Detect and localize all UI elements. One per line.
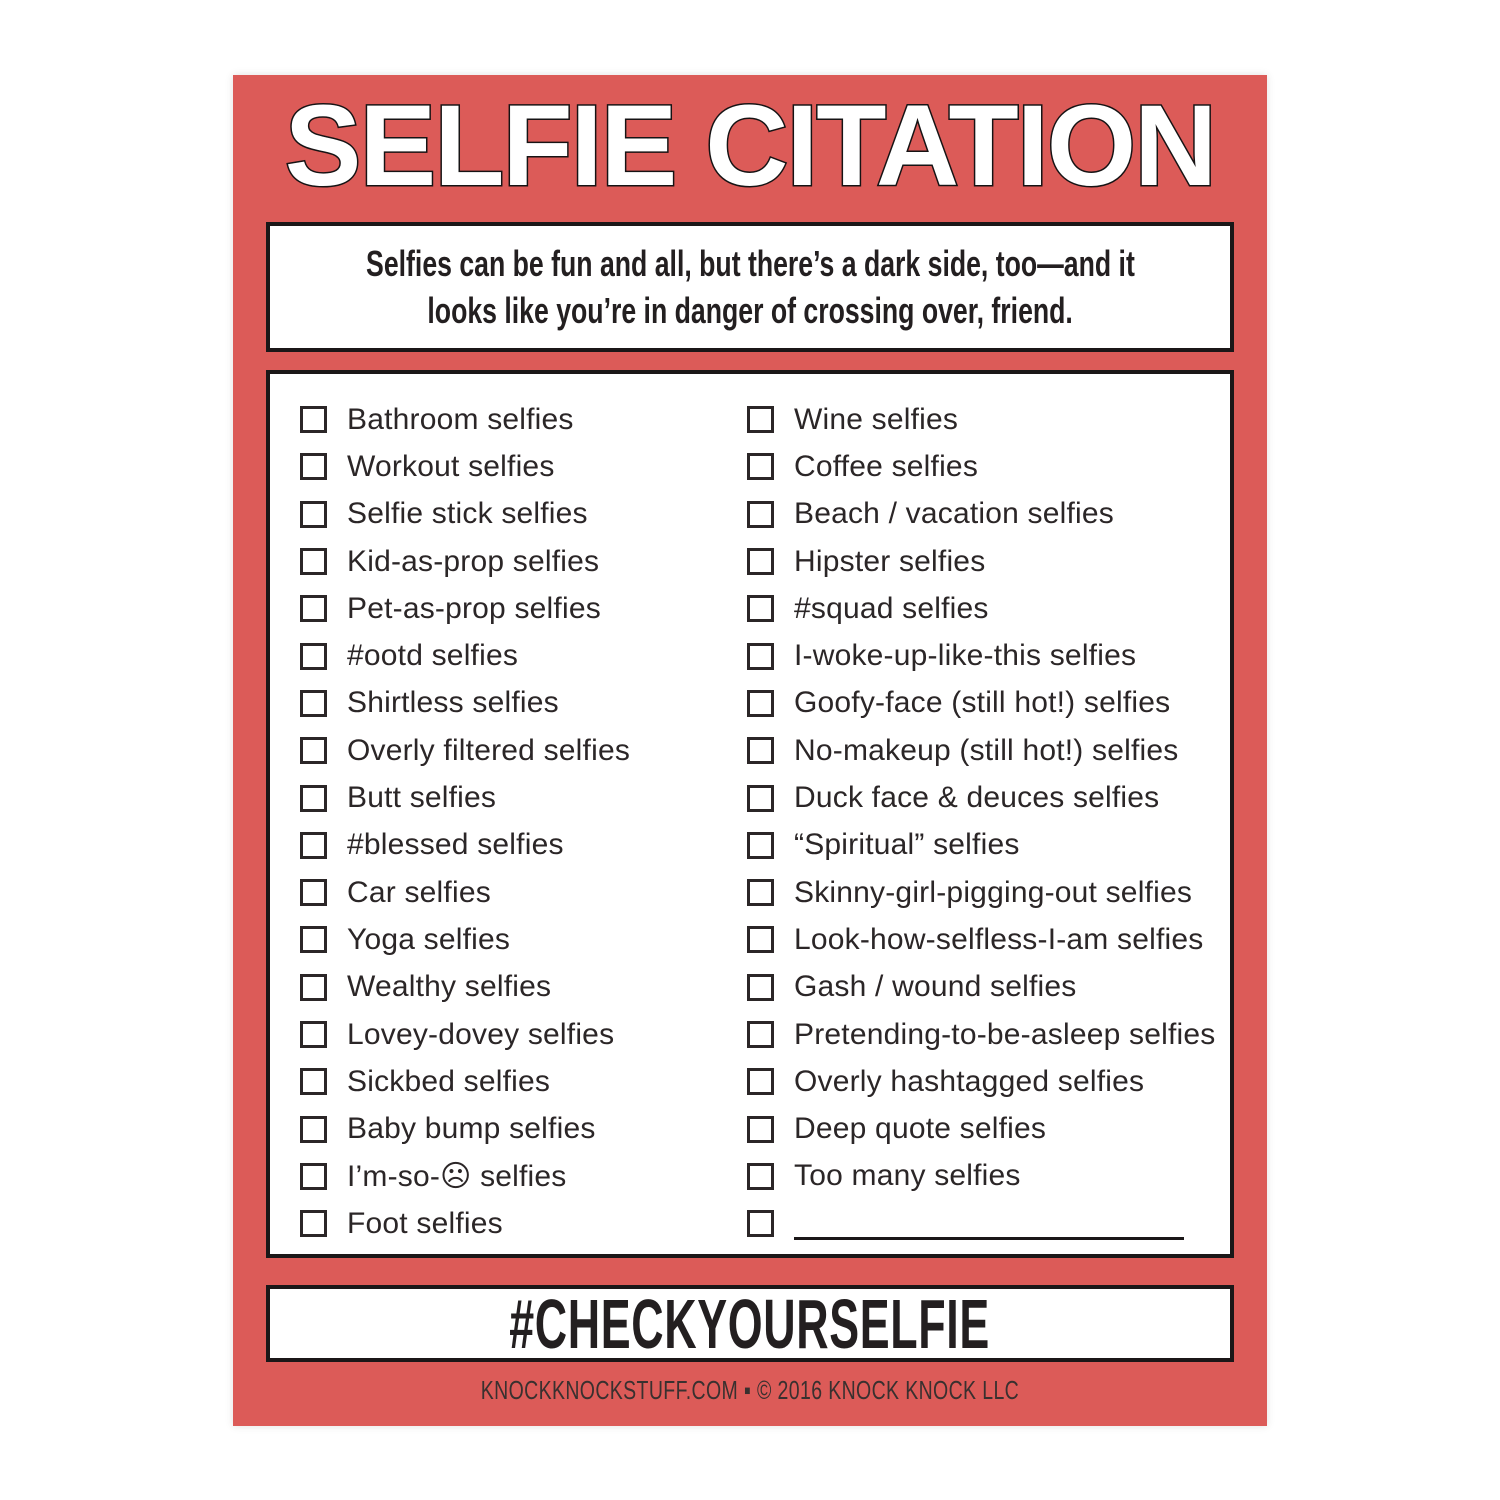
checklist-item	[300, 396, 747, 443]
checkbox[interactable]	[747, 1163, 774, 1190]
checklist-item-write-in	[747, 1200, 1230, 1247]
checkbox[interactable]	[747, 879, 774, 906]
checklist-item-label: Gash / wound selfies	[794, 970, 1077, 1004]
checklist-item-label: Sickbed selfies	[347, 1064, 551, 1098]
checklist-item-label: Deep quote selfies	[794, 1112, 1047, 1146]
checklist-item-label: #ootd selfies	[347, 639, 519, 673]
checklist-column-left	[300, 396, 747, 1247]
checkbox[interactable]	[300, 595, 327, 622]
checklist-item-label: Foot selfies	[347, 1206, 503, 1240]
hashtag-banner	[266, 1285, 1234, 1362]
checklist-item	[300, 964, 747, 1011]
checklist-item	[300, 1011, 747, 1058]
checkbox[interactable]	[300, 737, 327, 764]
checkbox[interactable]	[300, 1210, 327, 1237]
checklist-item-label: I’m-so-☹ selfies	[347, 1159, 567, 1193]
checklist-item	[747, 680, 1230, 727]
checkbox[interactable]	[747, 926, 774, 953]
checklist-item	[300, 1105, 747, 1152]
checklist-item	[300, 632, 747, 679]
checklist-item	[747, 1058, 1230, 1105]
checkbox[interactable]	[747, 595, 774, 622]
checklist-item-label: Baby bump selfies	[347, 1112, 596, 1146]
checkbox[interactable]	[747, 785, 774, 812]
intro-box	[266, 222, 1234, 352]
checklist-item	[747, 1105, 1230, 1152]
checkbox[interactable]	[300, 1116, 327, 1143]
checklist-item	[300, 443, 747, 490]
checklist-item-label: Beach / vacation selfies	[794, 497, 1114, 531]
checklist-item-label: Too many selfies	[794, 1159, 1021, 1193]
page-title: SELFIE CITATION	[284, 82, 1216, 210]
checkbox[interactable]	[300, 548, 327, 575]
checkbox[interactable]	[747, 690, 774, 717]
checklist-item-label: No-makeup (still hot!) selfies	[794, 733, 1179, 767]
checklist-columns	[270, 374, 1230, 1247]
intro-text-line-2: looks like you’re in danger of crossing over, friend.	[427, 290, 1073, 331]
checklist-item-label: Wealthy selfies	[347, 970, 552, 1004]
checkbox[interactable]	[747, 1068, 774, 1095]
checklist-item	[747, 538, 1230, 585]
write-in-line[interactable]	[794, 1208, 1184, 1240]
checklist-item	[747, 491, 1230, 538]
checklist-item-label: Shirtless selfies	[347, 686, 559, 720]
checkbox[interactable]	[747, 1210, 774, 1237]
checklist-item	[300, 727, 747, 774]
checklist-item	[300, 1058, 747, 1105]
checklist-item	[300, 774, 747, 821]
checklist-item-label: Hipster selfies	[794, 544, 986, 578]
hashtag-text: #CHECKYOURSELFIE	[509, 1284, 991, 1363]
checklist-item	[747, 822, 1230, 869]
checklist-item	[747, 774, 1230, 821]
checkbox[interactable]	[300, 1163, 327, 1190]
checklist-item-label: Goofy-face (still hot!) selfies	[794, 686, 1171, 720]
checkbox[interactable]	[747, 1116, 774, 1143]
checklist-item	[747, 964, 1230, 1011]
checkbox[interactable]	[300, 406, 327, 433]
checklist-item	[300, 822, 747, 869]
checklist-item-label: “Spiritual” selfies	[794, 828, 1020, 862]
checklist-item-label: Coffee selfies	[794, 449, 979, 483]
checkbox[interactable]	[300, 1068, 327, 1095]
checklist-item-label: Pet-as-prop selfies	[347, 591, 601, 625]
checklist-item	[747, 1153, 1230, 1200]
checklist-item	[300, 869, 747, 916]
checkbox[interactable]	[300, 453, 327, 480]
checkbox[interactable]	[300, 501, 327, 528]
checklist-item-label: I-woke-up-like-this selfies	[794, 639, 1137, 673]
checklist-item-label: Selfie stick selfies	[347, 497, 588, 531]
checklist-item-label: Overly hashtagged selfies	[794, 1064, 1145, 1098]
checkbox[interactable]	[300, 926, 327, 953]
checklist-item-label: Workout selfies	[347, 449, 555, 483]
checkbox[interactable]	[747, 643, 774, 670]
checklist-item	[300, 1200, 747, 1247]
checklist-item-label: Pretending-to-be-asleep selfies	[794, 1017, 1216, 1051]
checkbox[interactable]	[747, 501, 774, 528]
checklist-item	[747, 1011, 1230, 1058]
checklist-item-label: Butt selfies	[347, 781, 497, 815]
checklist-item-label: Duck face & deuces selfies	[794, 781, 1160, 815]
checkbox[interactable]	[747, 548, 774, 575]
checklist-item-label: Yoga selfies	[347, 922, 511, 956]
checklist-item	[747, 585, 1230, 632]
checklist-item-label: Wine selfies	[794, 402, 959, 436]
checklist-item	[747, 443, 1230, 490]
checkbox[interactable]	[747, 406, 774, 433]
checklist-item	[300, 538, 747, 585]
checkbox[interactable]	[300, 643, 327, 670]
checkbox[interactable]	[747, 737, 774, 764]
checklist-item-label: Skinny-girl-pigging-out selfies	[794, 875, 1193, 909]
checklist-column-right	[747, 396, 1230, 1247]
checklist-item	[300, 680, 747, 727]
checkbox[interactable]	[300, 974, 327, 1001]
checkbox[interactable]	[747, 832, 774, 859]
checkbox[interactable]	[747, 1021, 774, 1048]
selfie-citation-card	[233, 75, 1267, 1426]
checklist-item	[747, 396, 1230, 443]
footer-credit: KNOCKKNOCKSTUFF.COM ▪ © 2016 KNOCK KNOCK LLC	[480, 1375, 1020, 1405]
intro-text-line-1: Selfies can be fun and all, but there’s a dark side, too—and it	[365, 243, 1135, 284]
checklist-item	[747, 632, 1230, 679]
checkbox[interactable]	[300, 690, 327, 717]
checkbox[interactable]	[300, 1021, 327, 1048]
checklist-item-label: Kid-as-prop selfies	[347, 544, 600, 578]
checkbox[interactable]	[300, 785, 327, 812]
checklist-item	[300, 585, 747, 632]
footer	[233, 1375, 1267, 1405]
checkbox[interactable]	[300, 879, 327, 906]
checklist-item-label: Bathroom selfies	[347, 402, 574, 436]
checklist-item-label: Overly filtered selfies	[347, 733, 631, 767]
checklist-item	[300, 916, 747, 963]
checkbox[interactable]	[747, 453, 774, 480]
checklist-item-label: Car selfies	[347, 875, 491, 909]
checklist-item	[300, 491, 747, 538]
checklist-item	[300, 1153, 747, 1200]
checklist-item-label: #squad selfies	[794, 591, 989, 625]
checklist-item	[747, 727, 1230, 774]
checklist-item-label: #blessed selfies	[347, 828, 564, 862]
checkbox[interactable]	[300, 832, 327, 859]
checklist-item-label: Lovey-dovey selfies	[347, 1017, 615, 1051]
checkbox[interactable]	[747, 974, 774, 1001]
checklist-item-label: Look-how-selfless-I-am selfies	[794, 922, 1204, 956]
checklist-item	[747, 916, 1230, 963]
checklist-box	[266, 370, 1234, 1258]
checklist-item	[747, 869, 1230, 916]
